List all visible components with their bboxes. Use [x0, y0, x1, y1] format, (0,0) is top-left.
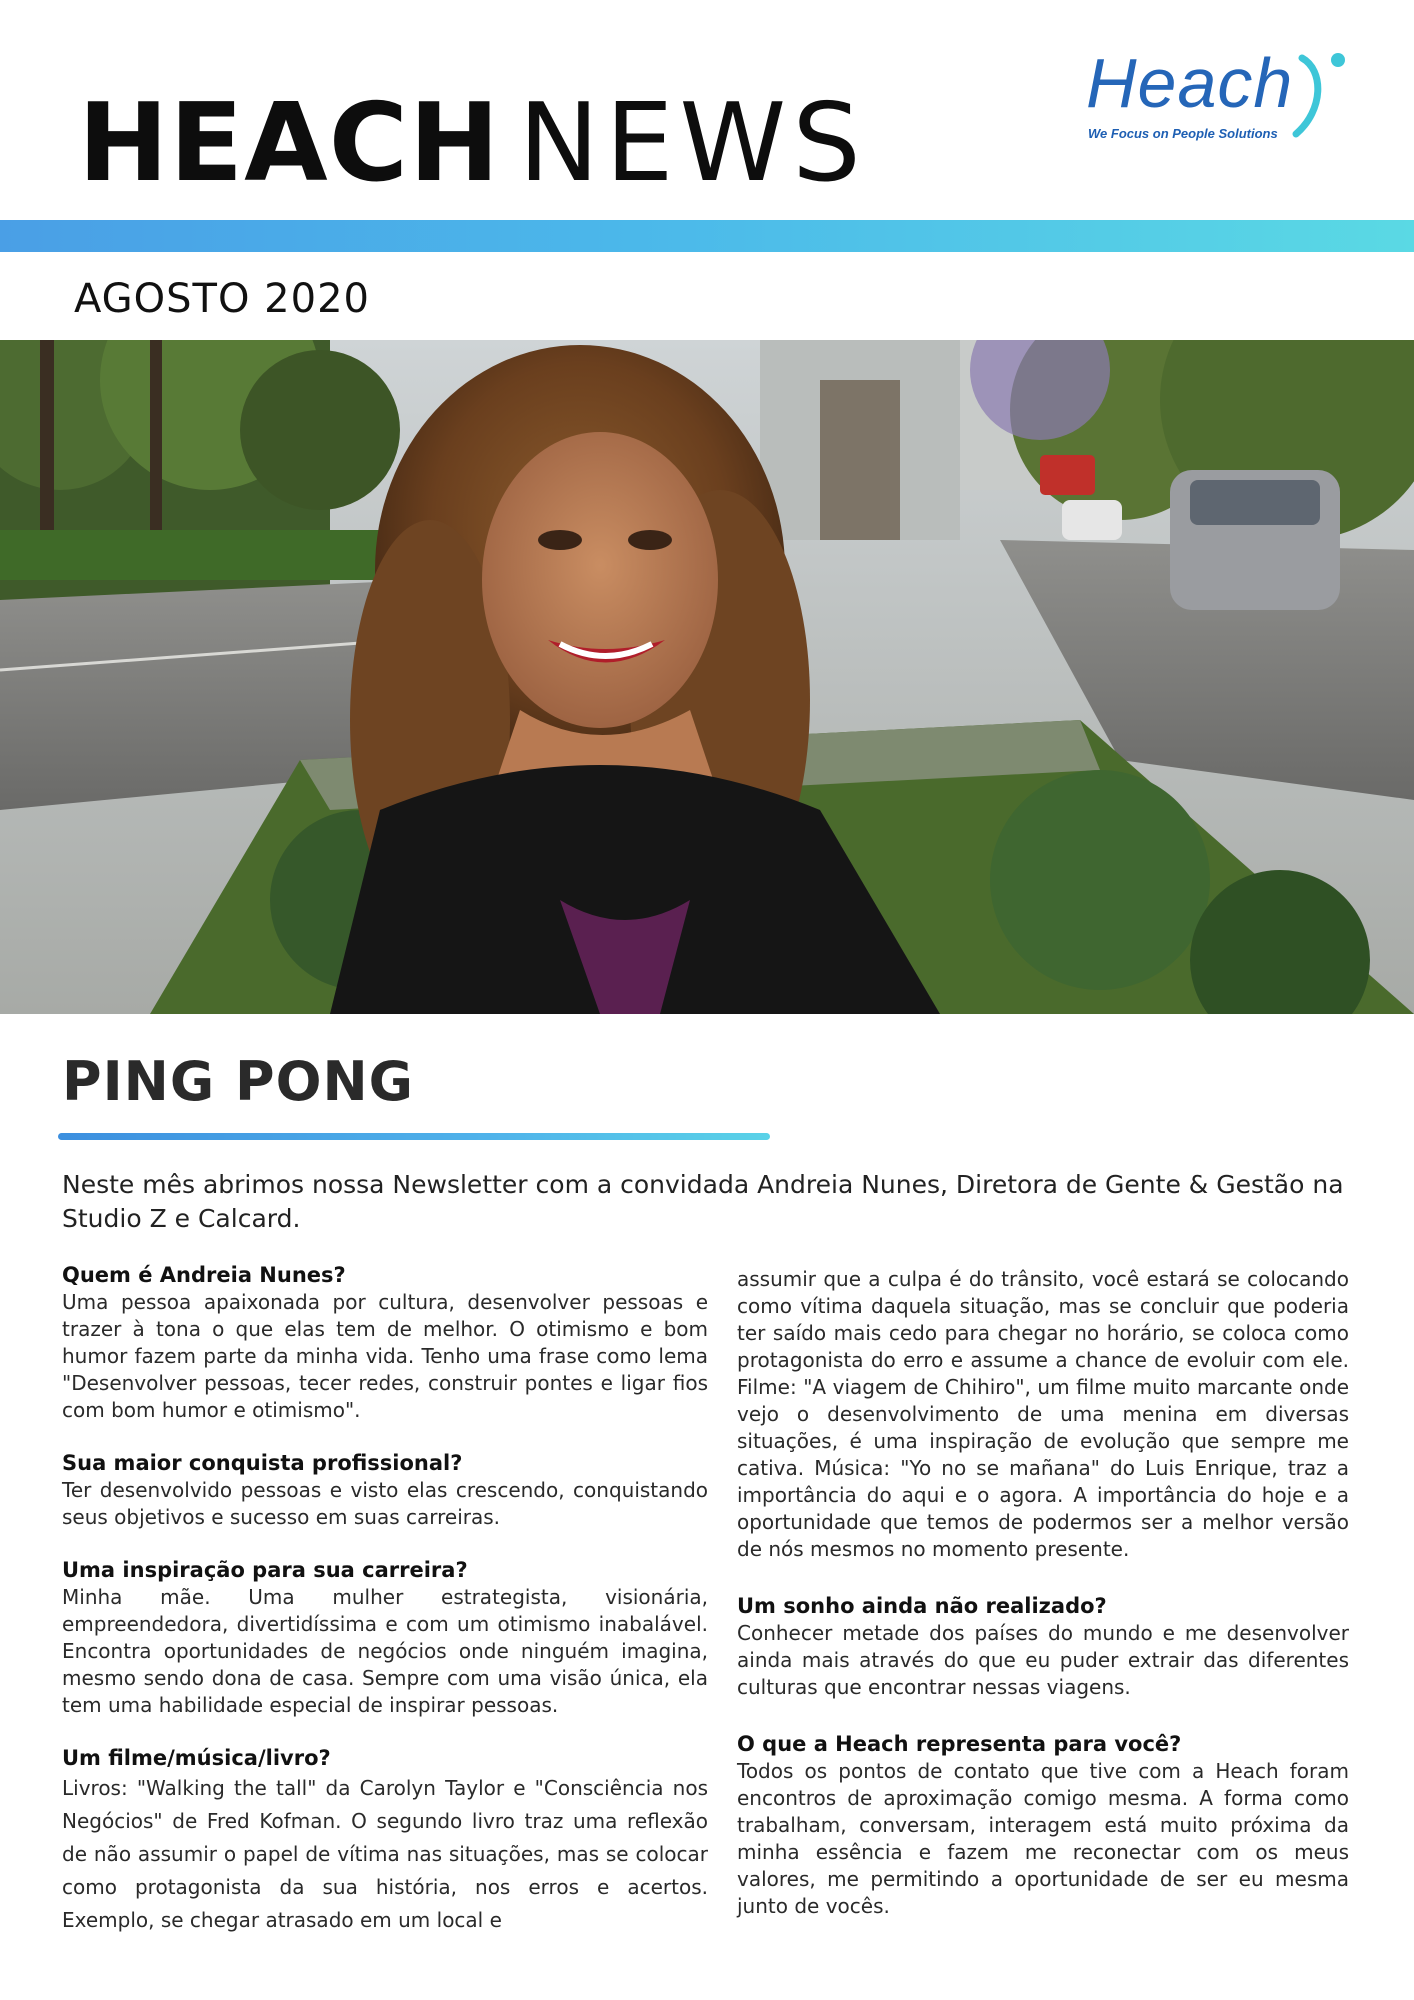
header-gradient-bar: [0, 220, 1414, 252]
qa-item: [737, 1731, 1349, 1920]
qa-item: [62, 1745, 708, 1937]
title-underline: [58, 1133, 770, 1140]
title-heach: HEACH: [78, 81, 501, 206]
right-column: [737, 1266, 1349, 1946]
section-title: PING PONG: [62, 1050, 414, 1113]
question: O que a Heach representa para você?: [737, 1732, 1182, 1756]
answer: Minha mãe. Uma mulher estrategista, visionária, empreendedora, divertidíssima e com um otimismo inabalável. Encontra oportunidades de negócios onde ninguém imagina, mesmo sendo dona de casa. Sempre com uma visão única, ela tem uma habilidade especial de inspirar pessoas.: [62, 1585, 708, 1717]
title-news: NEWS: [518, 81, 867, 206]
question: Quem é Andreia Nunes?: [62, 1263, 346, 1287]
newsletter-title: [78, 81, 867, 210]
logo-tagline: We Focus on People Solutions: [1088, 126, 1278, 141]
left-column: [62, 1262, 708, 1963]
question: Um sonho ainda não realizado?: [737, 1594, 1107, 1618]
qa-item: [737, 1593, 1349, 1701]
question: Sua maior conquista profissional?: [62, 1451, 463, 1475]
qa-continuation: [737, 1266, 1349, 1563]
answer: Ter desenvolvido pessoas e visto elas crescendo, conquistando seus objetivos e sucesso em suas carreiras.: [62, 1478, 708, 1529]
answer: Uma pessoa apaixonada por cultura, desenvolver pessoas e trazer à tona o que elas tem de melhor. O otimismo e bom humor fazem parte da minha vida. Tenho uma frase como lema "Desenvolver pessoas, tecer redes, construir pontes e ligar fios com bom humor e otimismo".: [62, 1290, 708, 1422]
question: Um filme/música/livro?: [62, 1746, 331, 1770]
portrait-photo-icon: [0, 340, 1414, 1014]
heach-logo: [1086, 44, 1356, 148]
answer: Conhecer metade dos países do mundo e me desenvolver ainda mais através do que eu puder extrair das diferentes culturas que encontrar nessas viagens.: [737, 1621, 1349, 1699]
qa-item: [62, 1262, 708, 1424]
answer-continuation: assumir que a culpa é do trânsito, você estará se colocando como vítima daquela situação, mas se concluir que poderia ter saído mais cedo para chegar no horário, se coloca como protagonista do erro e assume a chance de evoluir com ele. Filme: "A viagem de Chihiro", um filme muito marcante onde vejo o desenvolvimento de uma menina em diversas situações, é uma inspiração de evolução que sempre me cativa. Música: "Yo no se mañana" do Luis Enrique, traz a importância do aqui e o agora. A importância do hoje e a oportunidade que temos de podermos ser a melhor versão de nós mesmos no momento presente.: [737, 1267, 1349, 1561]
answer: Livros: "Walking the tall" da Carolyn Taylor e "Consciência nos Negócios" de Fred Kofman. O segundo livro traz uma reflexão de não assumir o papel de vítima nas situações, mas se colocar como protagonista da sua história, nos erros e acertos. Exemplo, se chegar atrasado em um local e: [62, 1776, 708, 1932]
qa-item: [62, 1450, 708, 1531]
logo-swoosh-icon: [1282, 48, 1362, 148]
qa-item: [62, 1557, 708, 1719]
answer: Todos os pontos de contato que tive com a Heach foram encontros de aproximação comigo mesma. A forma como trabalham, conversam, interagem está muito próxima da minha essência e fazem me reconectar com os meus valores, me permitindo a oportunidade de ser eu mesma junto de vocês.: [737, 1759, 1349, 1918]
intro-paragraph: Neste mês abrimos nossa Newsletter com a convidada Andreia Nunes, Diretora de Gente & Gestão na Studio Z e Calcard.: [62, 1170, 1344, 1233]
guest-photo: [0, 340, 1414, 1014]
logo-wordmark: Heach: [1086, 44, 1294, 122]
issue-date: AGOSTO 2020: [74, 276, 370, 322]
question: Uma inspiração para sua carreira?: [62, 1558, 468, 1582]
